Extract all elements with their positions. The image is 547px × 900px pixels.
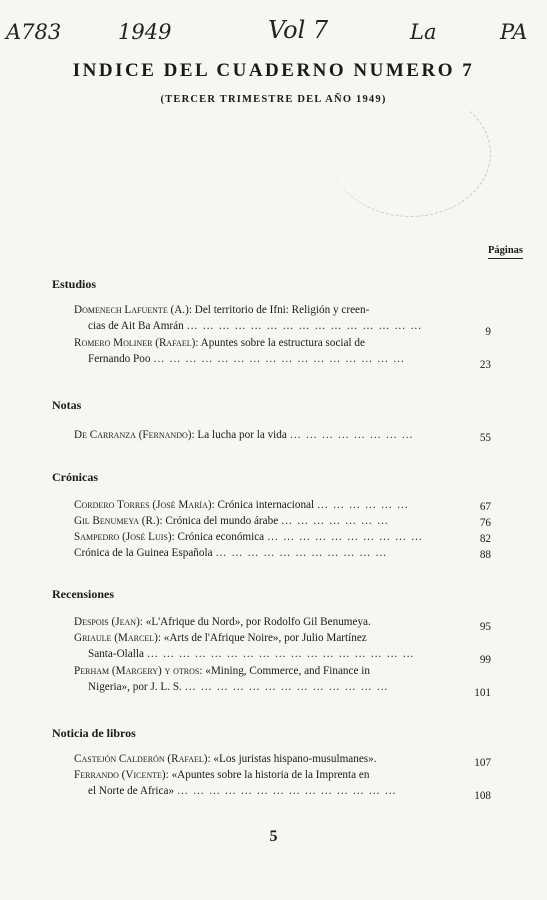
- toc-entry: Ferrando (Vicente): «Apuntes sobre la historia de la Imprenta en el Norte de Africa» … … … … … … … … … … … … … …: [74, 769, 397, 797]
- entry-author: Gil Benumeya (R.):: [74, 515, 163, 527]
- entry-page: 99: [479, 654, 491, 666]
- entry-author: Despois (Jean):: [74, 616, 143, 628]
- toc-entry: Cordero Torres (José María): Crónica internacional … … … … … …: [74, 499, 410, 511]
- entry-title: Apuntes sobre la estructura social de: [200, 337, 365, 349]
- entry-title: Crónica económica: [177, 531, 265, 543]
- handwritten-ref: A783: [6, 20, 62, 44]
- entry-title: «L'Afrique du Nord», por Rodolfo Gil Benumeya.: [145, 616, 371, 628]
- entry-title: Crónica internacional: [217, 499, 315, 511]
- entry-author: Ferrando (Vicente):: [74, 769, 169, 781]
- entry-title: La lucha por la vida: [197, 429, 287, 441]
- entry-author: Domenech Lafuente (A.):: [74, 304, 192, 316]
- entry-title-cont: cias de Ait Ba Amrán: [88, 319, 184, 332]
- entry-page: 95: [479, 621, 491, 633]
- entry-page: 88: [479, 549, 491, 561]
- page-subtitle: (TERCER TRIMESTRE DEL AÑO 1949): [160, 94, 387, 105]
- section-heading-libros: Noticia de libros: [52, 726, 136, 740]
- toc-entry: Romero Moliner (Rafael): Apuntes sobre la estructura social de Fernando Poo … … … … … … … … … … … … … … … …: [74, 337, 406, 365]
- section-heading-notas: Notas: [52, 398, 82, 412]
- pages-column-header: Páginas: [488, 245, 523, 259]
- entry-title: «Mining, Commerce, and Finance in: [205, 665, 370, 677]
- toc-entry: Perham (Margery) y otros: «Mining, Commerce, and Finance in Nigeria», por J. L. S. … … … … … … … … … … … … …: [74, 665, 389, 693]
- entry-page: 55: [479, 432, 491, 444]
- toc-entry: Griaule (Marcel): «Arts de l'Afrique Noire», por Julio Martínez Santa-Olalla … … … … … … … … … … … … … … … … …: [74, 632, 415, 660]
- entry-title-cont: Nigeria», por J. L. S.: [88, 680, 182, 693]
- section-heading-recensiones: Recensiones: [52, 587, 114, 601]
- entry-page: 76: [479, 517, 491, 529]
- entry-title: «Arts de l'Afrique Noire», por Julio Martínez: [163, 632, 367, 644]
- entry-page: 23: [479, 359, 491, 371]
- handwritten-year: 1949: [118, 20, 172, 44]
- entry-title: «Apuntes sobre la historia de la Imprenta en: [171, 769, 370, 781]
- entry-title: Crónica del mundo árabe: [165, 515, 279, 527]
- entry-title-cont: el Norte de Africa»: [88, 784, 175, 797]
- page-number: 5: [269, 828, 278, 845]
- entry-page: 9: [485, 326, 491, 338]
- entry-title-cont: Santa-Olalla: [88, 647, 144, 660]
- entry-title: «Los juristas hispano-musulmanes».: [213, 753, 377, 765]
- entry-author: De Carranza (Fernando):: [74, 429, 195, 441]
- section-heading-estudios: Estudios: [52, 277, 97, 291]
- toc-entry: Crónica de la Guinea Española … … … … … … … … … … …: [74, 547, 388, 559]
- handwritten-pa: PA: [500, 20, 528, 44]
- faded-stamp: [330, 90, 491, 217]
- entry-page: 67: [479, 501, 491, 513]
- entry-author: Perham (Margery) y otros:: [74, 665, 203, 677]
- entry-author: Romero Moliner (Rafael):: [74, 337, 199, 349]
- entry-page: 101: [474, 687, 491, 699]
- entry-author: Sampedro (José Luis):: [74, 531, 175, 543]
- entry-page: 107: [474, 757, 491, 769]
- handwritten-la: La: [410, 20, 437, 44]
- entry-page: 82: [479, 533, 491, 545]
- entry-title-cont: Fernando Poo: [88, 352, 151, 365]
- entry-author: Griaule (Marcel):: [74, 632, 161, 644]
- entry-author: Cordero Torres (José María):: [74, 499, 215, 511]
- toc-entry: Sampedro (José Luis): Crónica económica … … … … … … … … … …: [74, 531, 423, 543]
- page-title: INDICE DEL CUADERNO NUMERO 7: [72, 60, 475, 81]
- entry-title: Crónica de la Guinea Española: [74, 547, 213, 559]
- toc-entry: De Carranza (Fernando): La lucha por la vida … … … … … … … …: [74, 429, 414, 441]
- toc-entry: [74, 615, 459, 631]
- entry-author: Castejón Calderón (Rafael):: [74, 753, 211, 765]
- toc-entry: Domenech Lafuente (A.): Del territorio de Ifni: Religión y creen- cias de Ait Ba Amrán … … … … … … … … … … … … … … …: [74, 304, 423, 332]
- section-heading-cronicas: Crónicas: [52, 470, 98, 484]
- handwritten-volume: Vol 7: [268, 16, 329, 44]
- entry-page: 108: [474, 790, 491, 802]
- entry-title: Del territorio de Ifni: Religión y creen-: [194, 304, 370, 316]
- toc-entry: Gil Benumeya (R.): Crónica del mundo árabe … … … … … … …: [74, 515, 390, 527]
- toc-entry: [74, 752, 459, 768]
